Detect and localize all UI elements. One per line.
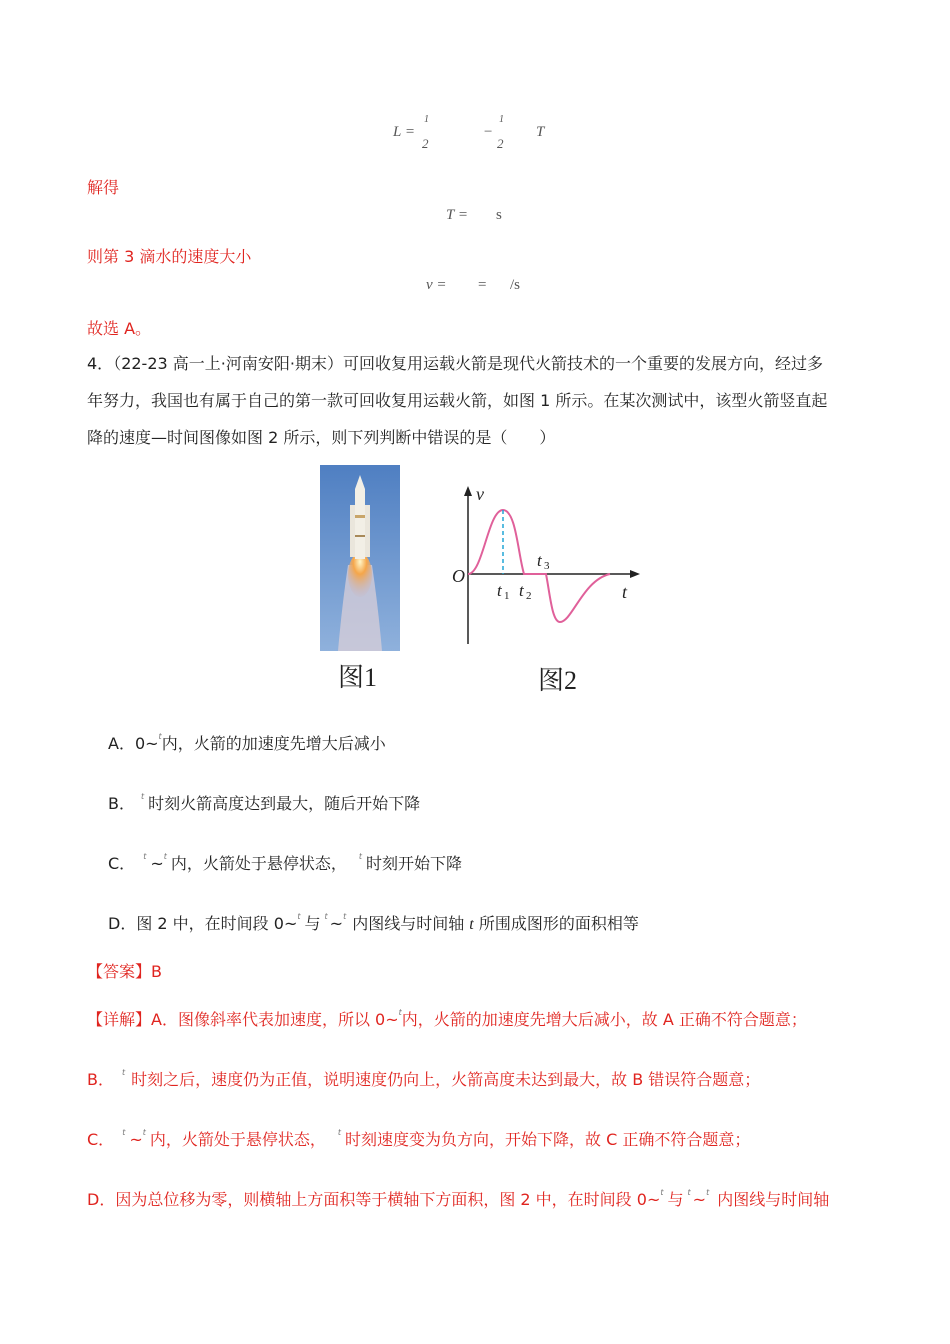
answer: [87, 960, 162, 984]
option-d-tilde: ~: [329, 914, 344, 933]
t1-subscript: 1: [504, 590, 510, 602]
eq1-frac2-den: 2: [497, 136, 504, 151]
solution-velocity-line: 则第 3 滴水的速度大小: [87, 247, 252, 266]
explanation-a: [87, 1008, 807, 1035]
option-d-text-1: 内图线与时间轴: [352, 914, 470, 933]
option-c-text: 时刻开始下降: [366, 854, 463, 873]
explanation-b-t: t: [121, 1068, 126, 1077]
option-b-t: t: [140, 792, 145, 801]
explanation-a-text: A．图像斜率代表加速度，所以 0~: [151, 1010, 399, 1029]
option-a-text: 内，火箭的加速度先增大后减小: [161, 734, 386, 753]
explanation-b: [87, 1068, 760, 1095]
question-source: （22-23 高一上·河南安阳·期末）: [113, 354, 343, 373]
vt-graph: [448, 484, 648, 654]
option-d-text-2: 所围成图形的面积相等: [473, 914, 639, 933]
explanation-c-label: C．: [87, 1130, 115, 1149]
v-axis-arrow-icon: [464, 486, 472, 496]
origin-label: O: [452, 566, 465, 586]
option-c-t2: t: [163, 852, 167, 861]
rocket-illustration: [320, 465, 400, 651]
vt-graph-svg: [448, 484, 648, 654]
question-text-1: 可回收复用运载火箭是现代火箭技术的一个重要的发展方向，经过多: [342, 354, 823, 373]
eq2-unit: s: [496, 207, 502, 223]
explanation-b-label: B．: [87, 1070, 114, 1089]
option-d-t3: t: [343, 912, 347, 921]
figure-2-caption: 图2: [538, 666, 578, 695]
explanation-a-rest: 内，火箭的加速度先增大后减小，故 A 正确不符合题意；: [401, 1010, 807, 1029]
explanation-d: [87, 1188, 829, 1215]
t1-label: t: [497, 581, 502, 600]
option-c-label: C．: [108, 854, 136, 873]
solution-jiede: 解得: [87, 178, 120, 197]
explanation-c-t1: t: [122, 1128, 126, 1137]
explanation-d-tilde: ~: [692, 1190, 707, 1209]
explanation-c: [87, 1128, 750, 1155]
equation-2: [446, 207, 502, 224]
eq1-var: T: [536, 124, 545, 140]
eq1-frac1-den: 2: [422, 136, 429, 151]
explanation-a-t: t: [398, 1008, 402, 1017]
t-axis-label: t: [622, 582, 628, 602]
explanation-c-t2: t: [142, 1128, 146, 1137]
explanation-c-mid: 内，火箭处于悬停状态，: [149, 1130, 326, 1149]
explanation-d-yu: 与: [667, 1190, 684, 1209]
figure-1-caption: 图1: [338, 663, 378, 692]
explanation-d-t1: t: [660, 1188, 664, 1197]
eq3-eq: =: [478, 277, 487, 293]
explanation-tag: 【详解】: [87, 1010, 152, 1029]
option-d: [108, 912, 639, 939]
explanation-d-text: D．因为总位移为零，则横轴上方面积等于横轴下方面积，图 2 中，在时间段 0~: [87, 1190, 661, 1209]
eq1-frac2-num: 1: [499, 114, 504, 125]
option-a-t: t: [158, 732, 162, 741]
t3-subscript: 3: [544, 560, 550, 572]
explanation-d-t2: t: [687, 1188, 691, 1197]
option-b-label: B．: [108, 794, 135, 813]
question-line-2: 年努力，我国也有属于自己的第一款可回收复用运载火箭，如图 1 所示。在某次测试中，该型火箭竖直起: [87, 391, 828, 410]
v-axis-label: v: [476, 484, 484, 504]
question-line-1: [87, 352, 823, 376]
explanation-b-rest: 时刻之后，速度仍为正值，说明速度仍向上，火箭高度未达到最大，故 B 错误符合题意；: [131, 1070, 761, 1089]
option-c-text-mid: 内，火箭处于悬停状态，: [170, 854, 347, 873]
option-c: [108, 852, 462, 879]
option-d-yu: 与: [304, 914, 321, 933]
option-a: [108, 732, 386, 759]
t3-label: t: [537, 551, 542, 570]
option-d-t-var: t: [469, 916, 474, 933]
eq2-lhs: T =: [446, 207, 468, 223]
explanation-d-t3: t: [706, 1188, 710, 1197]
t2-label: t: [519, 581, 524, 600]
rocket-photo: [320, 465, 400, 651]
answer-tag: 【答案】: [87, 962, 152, 981]
eq3-lhs: v =: [426, 277, 447, 293]
t2-subscript: 2: [526, 590, 532, 602]
eq1-minus: −: [483, 124, 494, 140]
option-c-tilde: ~: [150, 854, 164, 873]
t-axis-arrow-icon: [630, 570, 640, 578]
option-d-label: D．图 2 中，在时间段 0~: [108, 914, 298, 933]
equation-3: [426, 277, 521, 294]
explanation-c-t3: t: [337, 1128, 342, 1137]
option-d-t1: t: [297, 912, 301, 921]
eq1-frac1-num: 1: [424, 114, 429, 125]
solution-choice: 故选 A。: [87, 319, 152, 338]
question-number: 4．: [87, 354, 114, 373]
eq1-lhs: L =: [393, 124, 415, 140]
explanation-c-rest: 时刻速度变为负方向，开始下降，故 C 正确不符合题意；: [345, 1130, 751, 1149]
option-c-t1: t: [143, 852, 147, 861]
equation-1: [393, 114, 545, 151]
option-b: [108, 792, 420, 819]
option-b-text: 时刻火箭高度达到最大，随后开始下降: [148, 794, 421, 813]
question-line-3: 降的速度—时间图像如图 2 所示，则下列判断中错误的是（ ）: [87, 428, 556, 447]
explanation-c-tilde: ~: [129, 1130, 143, 1149]
eq3-unit: /s: [510, 277, 521, 293]
answer-value: B: [151, 962, 162, 981]
explanation-d-rest: 内图线与时间轴: [717, 1190, 830, 1209]
option-a-label: A．0~: [108, 734, 159, 753]
option-d-t2: t: [324, 912, 328, 921]
option-c-t3: t: [358, 852, 363, 861]
